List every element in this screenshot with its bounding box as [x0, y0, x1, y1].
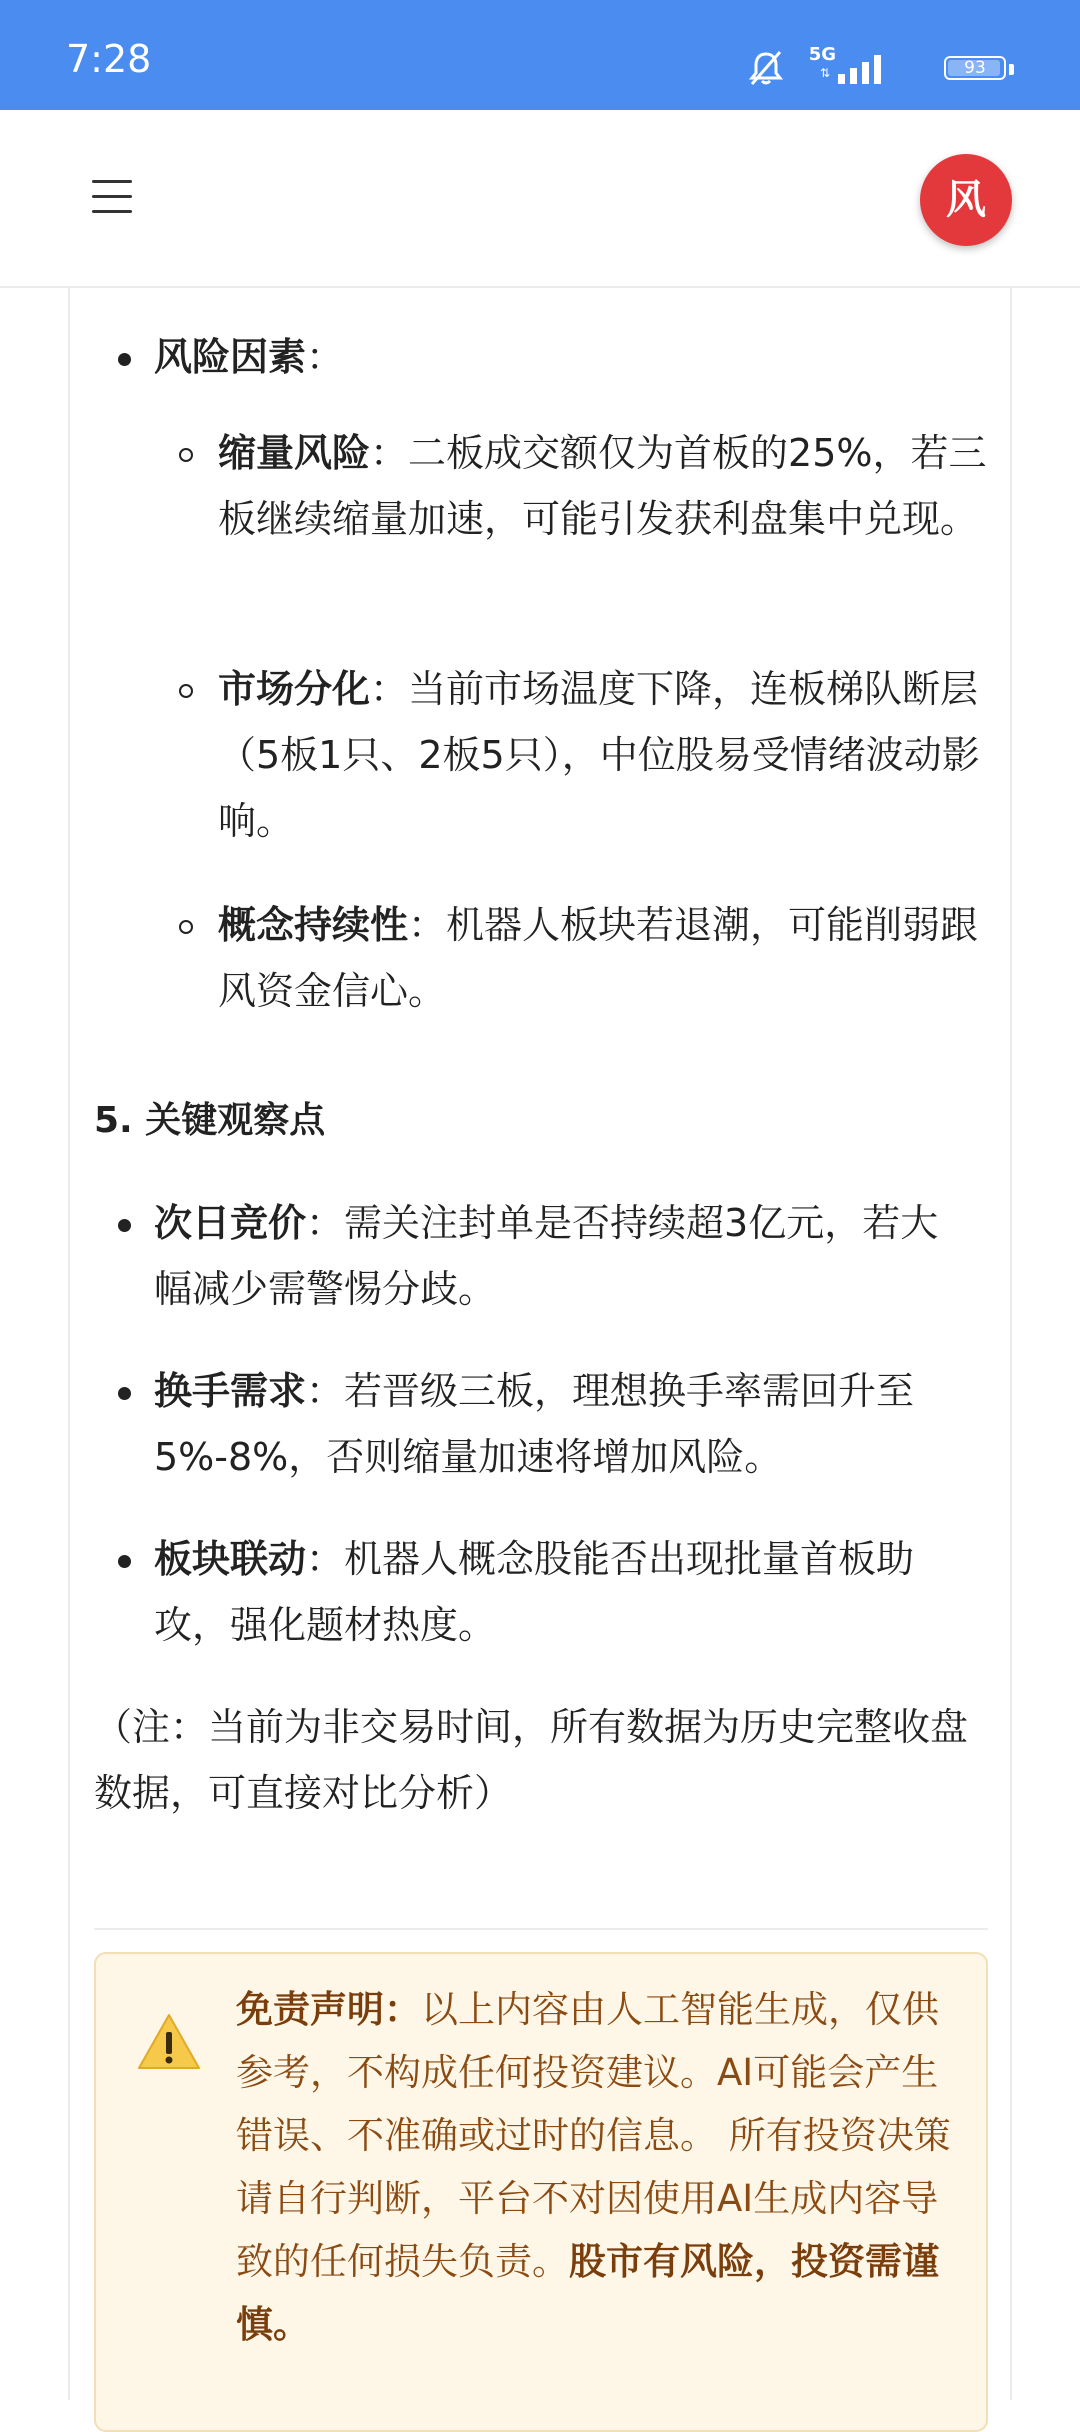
divider: [94, 1928, 988, 1930]
status-bar: [0, 0, 1080, 110]
data-arrows-icon: ⇅: [819, 66, 830, 80]
bullet-dot: [118, 1387, 131, 1400]
disclaimer-box: [94, 1952, 988, 2432]
risk-item-1: 缩量风险：二板成交额仅为首板的25%，若三板继续缩量加速，可能引发获利盘集中兑现。: [218, 431, 987, 541]
bullet-dot: [118, 353, 131, 366]
disclaimer-text: 免责声明：以上内容由人工智能生成，仅供参考，不构成任何投资建议。AI可能会产生错误、不准确或过时的信息。 所有投资决策请自行判断，平台不对因使用AI生成内容导致的任何损失负责。股市有风险，投资需谨慎。: [236, 1988, 951, 2346]
avatar[interactable]: 风: [920, 154, 1012, 246]
app-bar: [0, 110, 1080, 288]
warning-icon: [136, 2012, 202, 2072]
risk-heading: 风险因素：: [154, 335, 345, 379]
network-type: 5G: [808, 44, 836, 65]
menu-icon[interactable]: [92, 180, 132, 216]
message-content: [68, 288, 1012, 2400]
observation-item-1: 次日竞价：需关注封单是否持续超3亿元，若大幅减少需警惕分歧。: [154, 1201, 939, 1311]
note-text: （注：当前为非交易时间，所有数据为历史完整收盘数据，可直接对比分析）: [94, 1705, 969, 1815]
risk-item-2: 市场分化：当前市场温度下降，连板梯队断层（5板1只、2板5只），中位股易受情绪波动影响。: [218, 667, 980, 843]
observation-item-3: 板块联动：机器人概念股能否出现批量首板助攻，强化题材热度。: [154, 1537, 915, 1647]
section-title: 5. 关键观察点: [94, 1100, 326, 1141]
signal-icon: [836, 54, 890, 84]
bullet-dot: [118, 1219, 131, 1232]
battery-level: 93: [964, 58, 986, 78]
bullet-dot: [118, 1555, 131, 1568]
status-icons: [714, 46, 1014, 88]
risk-item-3: 概念持续性：机器人板块若退潮，可能削弱跟风资金信心。: [218, 903, 979, 1013]
circle-bullet: [179, 448, 193, 462]
battery-tip: [1009, 64, 1014, 75]
status-time: 7:28: [66, 37, 152, 81]
circle-bullet: [179, 920, 193, 934]
observation-item-2: 换手需求：若晋级三板，理想换手率需回升至5%-8%，否则缩量加速将增加风险。: [154, 1369, 915, 1479]
bell-muted-icon: [746, 48, 786, 88]
battery-icon: [944, 56, 1006, 80]
circle-bullet: [179, 684, 193, 698]
